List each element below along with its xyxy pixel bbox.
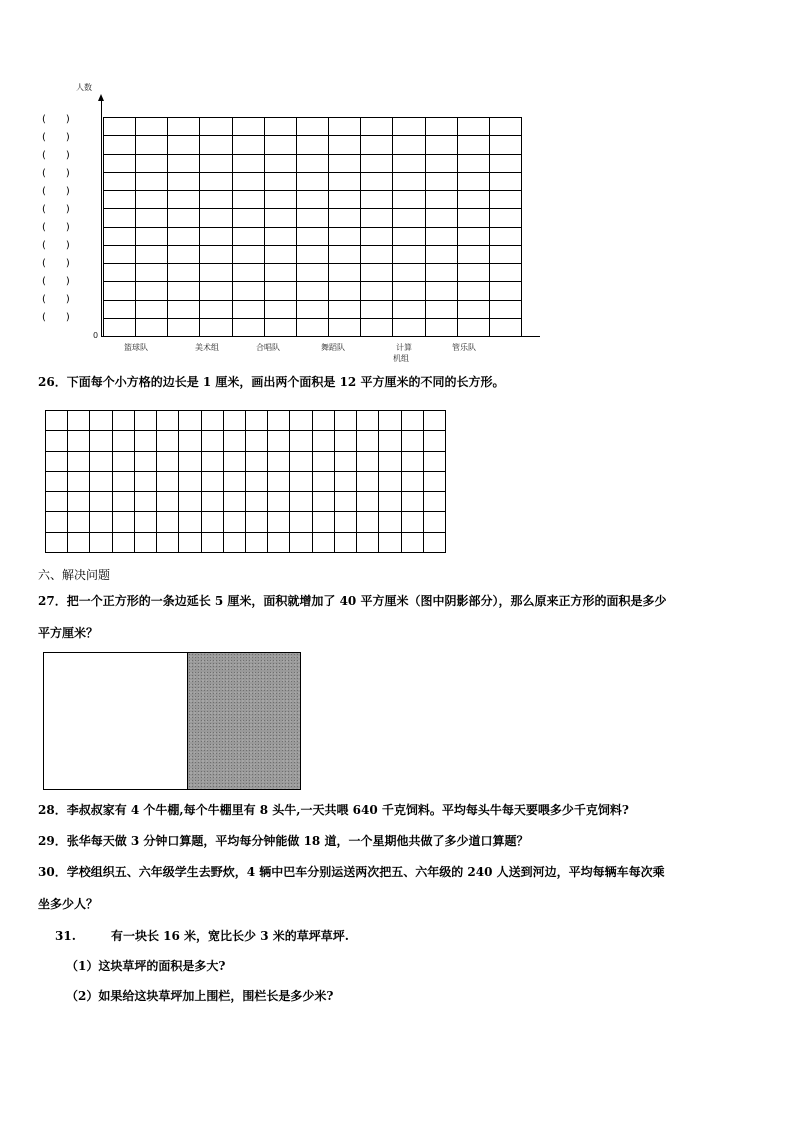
grid-line <box>312 410 313 553</box>
grid-line <box>264 117 265 337</box>
grid-line <box>356 410 357 553</box>
scale-blank[interactable]: ( ) <box>42 222 70 233</box>
grid-line <box>289 410 290 553</box>
grid-line <box>134 410 135 553</box>
grid-line <box>328 117 329 337</box>
scale-blank[interactable]: ( ) <box>42 132 70 143</box>
grid-line <box>103 227 521 228</box>
question-28: 28．李叔叔家有 4 个牛棚,每个牛棚里有 8 头牛,一天共喂 640 千克饲料。平均每头牛每天要喂多少千克饲料? <box>38 803 629 817</box>
grid-line <box>103 336 521 337</box>
scale-blank[interactable]: ( ) <box>42 150 70 161</box>
y-axis-label: 人数 <box>76 83 92 92</box>
shaded-area <box>187 652 301 790</box>
grid-line <box>223 410 224 553</box>
grid-line <box>103 117 104 337</box>
category-label: 机组 <box>393 354 409 363</box>
scale-blank[interactable]: ( ) <box>42 114 70 125</box>
grid-line <box>232 117 233 337</box>
grid-line <box>103 208 521 209</box>
grid-line <box>445 410 446 553</box>
grid-line <box>360 117 361 337</box>
original-square <box>43 652 188 790</box>
grid-line <box>521 117 522 337</box>
grid-line <box>112 410 113 553</box>
grid-line <box>103 154 521 155</box>
category-label: 计算 <box>396 343 412 352</box>
question-27-line2: 平方厘米？ <box>38 626 99 640</box>
grid-line <box>135 117 136 337</box>
y-scale-blanks <box>42 110 92 330</box>
section-title: 六、解决问题 <box>38 568 111 582</box>
grid-line <box>103 135 521 136</box>
grid-line <box>378 410 379 553</box>
grid-line <box>103 172 521 173</box>
scale-blank[interactable]: ( ) <box>42 168 70 179</box>
category-label: 篮球队 <box>124 343 148 352</box>
chart-grid[interactable] <box>103 117 522 337</box>
grid-line <box>103 263 521 264</box>
grid-line <box>103 245 521 246</box>
grid-line <box>103 300 521 301</box>
y-axis <box>101 98 102 337</box>
category-label: 管乐队 <box>452 343 476 352</box>
scale-blank[interactable]: ( ) <box>42 258 70 269</box>
category-label: 舞蹈队 <box>321 343 345 352</box>
grid-line <box>103 190 521 191</box>
grid-line <box>199 117 200 337</box>
origin-label: 0 <box>93 331 99 340</box>
scale-blank[interactable]: ( ) <box>42 240 70 251</box>
scale-blank[interactable]: ( ) <box>42 276 70 287</box>
grid-line <box>489 117 490 337</box>
question-31-sub1: （1）这块草坪的面积是多大? <box>66 959 226 973</box>
scale-blank[interactable]: ( ) <box>42 294 70 305</box>
question-27-line1: 27．把一个正方形的一条边延长 5 厘米，面积就增加了 40 平方厘米（图中阴影部分），那么原来正方形的面积是多少 <box>38 594 667 608</box>
question-31-number: 31. <box>55 929 76 943</box>
grid-line <box>167 117 168 337</box>
grid-line <box>156 410 157 553</box>
grid-line <box>267 410 268 553</box>
grid-line <box>423 410 424 553</box>
category-label: 美术组 <box>195 343 219 352</box>
grid-line <box>45 410 46 553</box>
question-30-line2: 坐多少人？ <box>38 897 99 911</box>
grid-line <box>245 410 246 553</box>
grid-line <box>103 117 521 118</box>
grid-line <box>296 117 297 337</box>
grid-line <box>401 410 402 553</box>
drawing-grid[interactable] <box>45 410 446 553</box>
grid-line <box>178 410 179 553</box>
scale-blank[interactable]: ( ) <box>42 204 70 215</box>
question-30-line1: 30．学校组织五、六年级学生去野炊，4 辆中巴车分别运送两次把五、六年级的 240 人送到河边，平均每辆车每次乘 <box>38 865 665 879</box>
question-29: 29．张华每天做 3 分钟口算题，平均每分钟能做 18 道，一个星期他共做了多少道口算题？ <box>38 834 529 848</box>
scale-blank[interactable]: ( ) <box>42 312 70 323</box>
grid-line <box>334 410 335 553</box>
grid-line <box>67 410 68 553</box>
scale-blank[interactable]: ( ) <box>42 186 70 197</box>
grid-line <box>89 410 90 553</box>
y-axis-arrow-icon <box>98 94 104 101</box>
grid-line <box>392 117 393 337</box>
question-26: 26．下面每个小方格的边长是 1 厘米，画出两个面积是 12 平方厘米的不同的长方形。 <box>38 375 505 389</box>
grid-line <box>425 117 426 337</box>
grid-line <box>103 318 521 319</box>
question-31-text: 有一块长 16 米，宽比长少 3 米的草坪草坪. <box>111 929 349 943</box>
question-31-sub2: （2）如果给这块草坪加上围栏，围栏长是多少米? <box>66 989 334 1003</box>
grid-line <box>103 281 521 282</box>
grid-line <box>201 410 202 553</box>
category-label: 合唱队 <box>256 343 280 352</box>
grid-line <box>457 117 458 337</box>
